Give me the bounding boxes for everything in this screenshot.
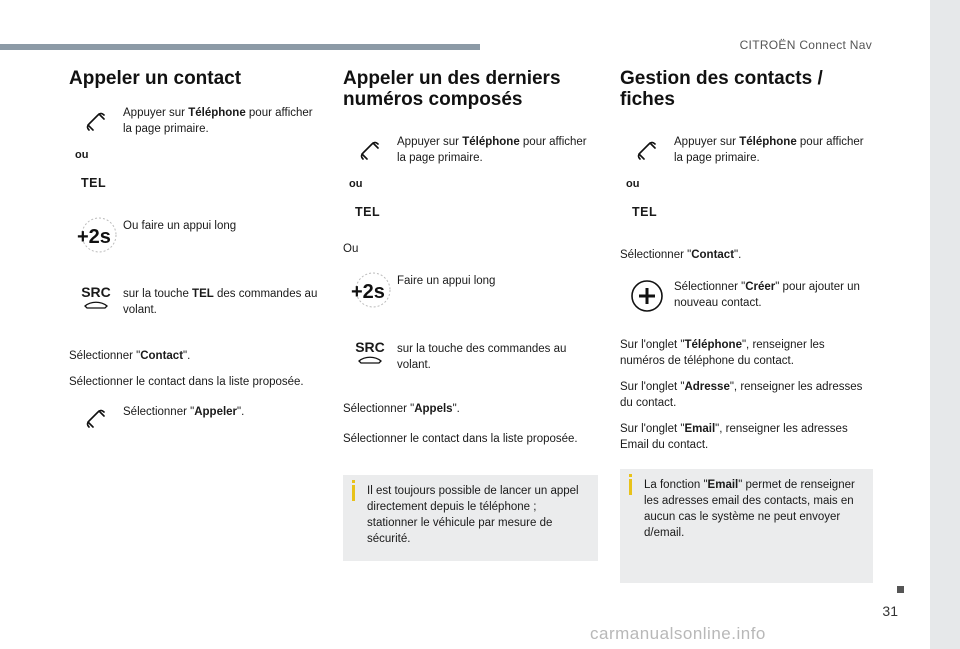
src-label: SRC [355, 339, 385, 355]
src-key-icon [69, 284, 123, 310]
section-title: Appeler un contact [69, 68, 242, 89]
phone-icon [69, 103, 123, 133]
note-text: La fonction "Email" permet de renseigner les adresses email des contacts, mais en aucun cas le système ne peut envoyer d/email. [644, 479, 855, 539]
tab-address-text: Sur l'onglet "Adresse", renseigner les adresses du contact. [620, 381, 863, 409]
timer-2s-icon [69, 213, 123, 257]
timer-2s-icon [343, 268, 397, 312]
or-label: ou [75, 149, 89, 161]
info-icon [352, 485, 355, 501]
step-phone [620, 132, 872, 174]
page-number: 31 [882, 603, 898, 619]
info-note [620, 469, 873, 583]
step-call [69, 402, 321, 430]
brand-title: CITROËN Connect Nav [739, 38, 872, 52]
create-text: Sélectionner "Créer" pour ajouter un nouveau contact. [674, 281, 860, 309]
tel-button-label: TEL [632, 205, 658, 219]
page-edge-tab [930, 0, 960, 649]
tel-button-label: TEL [81, 176, 107, 190]
watermark: carmanualsonline.info [590, 624, 766, 643]
select-list-text: Sélectionner le contact dans la liste proposée. [343, 433, 578, 445]
page-marker [897, 586, 904, 593]
step-text: Appuyer sur Téléphone pour afficher la page primaire. [674, 136, 864, 164]
tab-email-text: Sur l'onglet "Email", renseigner les adresses Email du contact. [620, 423, 848, 451]
src-text: sur la touche des commandes au volant. [397, 343, 567, 371]
add-icon [620, 277, 674, 313]
step-phone [69, 103, 321, 145]
or-label: ou [349, 178, 363, 190]
step-src [343, 339, 595, 397]
step-create [620, 277, 872, 333]
section-title: Gestion des contacts / fiches [620, 68, 823, 110]
step-long-press [343, 271, 595, 323]
select-contact-text: Sélectionner "Contact". [69, 350, 191, 362]
section-title: Appeler un des derniers numéros composés [343, 68, 561, 110]
phone-icon [343, 132, 397, 162]
step-text: Appuyer sur Téléphone pour afficher la page primaire. [397, 136, 587, 164]
or-text: Ou [343, 243, 359, 255]
src-text: sur la touche TEL des commandes au volant. [123, 288, 318, 316]
info-icon [629, 479, 632, 495]
select-list-text: Sélectionner le contact dans la liste proposée. [69, 376, 304, 388]
long-press-text: Faire un appui long [397, 275, 496, 287]
svg-text:+2s: +2s [351, 281, 385, 303]
step-phone [343, 132, 595, 174]
note-text: Il est toujours possible de lancer un appel directement depuis le téléphone ; stationner le véhicule par mesure de sécurité. [367, 485, 579, 545]
or-label: ou [626, 178, 640, 190]
select-calls-text: Sélectionner "Appels". [343, 403, 460, 415]
info-note [343, 475, 598, 561]
call-text: Sélectionner "Appeler". [123, 406, 245, 418]
select-contact-text: Sélectionner "Contact". [620, 249, 742, 261]
phone-icon [620, 132, 674, 162]
src-key-icon [343, 339, 397, 365]
header-rule [0, 44, 480, 50]
src-label: SRC [81, 284, 111, 300]
step-long-press [69, 216, 321, 268]
section-manage-contacts [620, 68, 872, 583]
tel-button-label: TEL [355, 205, 381, 219]
section-call-contact [69, 68, 321, 430]
svg-text:+2s: +2s [77, 226, 111, 248]
step-src [69, 284, 321, 342]
long-press-text: Ou faire un appui long [123, 220, 237, 232]
section-recent-calls [343, 68, 595, 561]
phone-icon [69, 402, 123, 430]
step-text: Appuyer sur Téléphone pour afficher la page primaire. [123, 107, 313, 135]
tab-phone-text: Sur l'onglet "Téléphone", renseigner les numéros de téléphone du contact. [620, 339, 825, 367]
